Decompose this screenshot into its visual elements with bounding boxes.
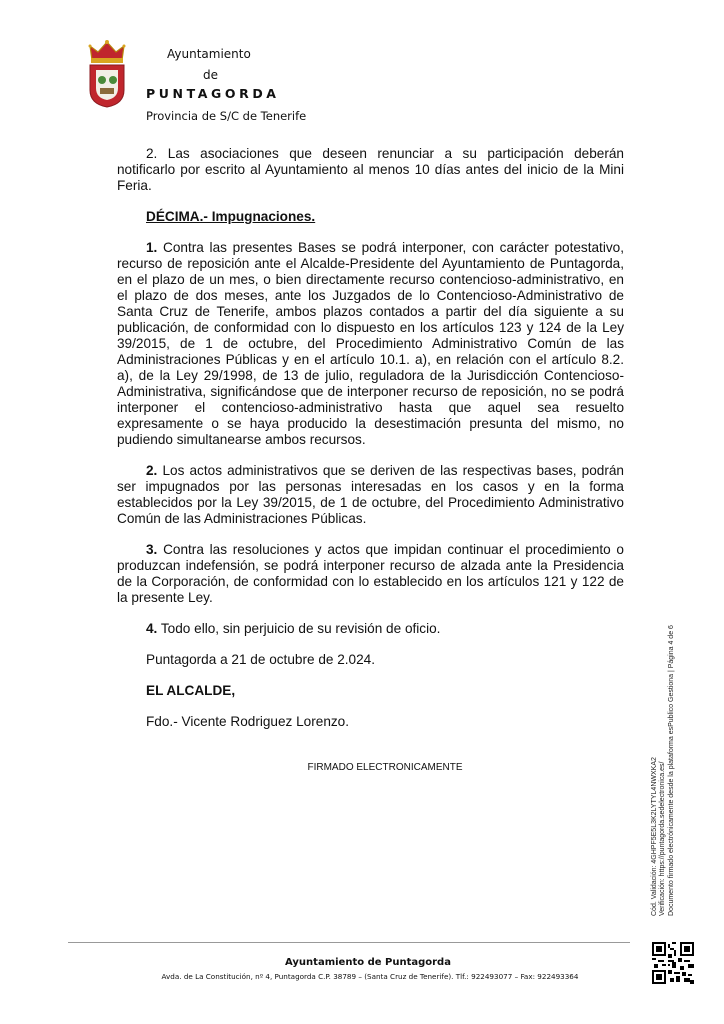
footer-address: Avda. de La Constitución, nº 4, Puntagorda C.P. 38789 – (Santa Cruz de Tenerife). Tlf.: 922493077 – Fax: 922493364 [161, 972, 579, 981]
signer-title-text: EL ALCALDE, [146, 683, 236, 698]
coat-of-arms-logo [86, 38, 128, 108]
header-municipality-name: PUNTAGORDA [146, 86, 280, 101]
signature-platform-page: Documento firmado electrónicamente desde la plataforma esPublico Gestiona | Página 4 de 6 [667, 625, 675, 916]
electronic-signature-notice: FIRMADO ELECTRONICAMENTE [307, 762, 463, 773]
paragraph-intro: 2. Las asociaciones que deseen renunciar a su participación deberán notificarlo por escrito al Ayuntamiento al menos 10 días antes del inicio de la Mini Feria. [117, 146, 624, 193]
paragraph-3-number: 3. [146, 542, 158, 557]
paragraph-2 [117, 463, 624, 527]
qr-code-icon [652, 942, 694, 984]
footer-title: Ayuntamiento de Puntagorda [285, 957, 451, 968]
place-date: Puntagorda a 21 de octubre de 2.024. [146, 652, 376, 667]
paragraph-2-number: 2. [146, 463, 158, 478]
paragraph-1 [117, 240, 624, 448]
paragraph-4-number: 4. [146, 621, 158, 636]
validation-code: Cód. Validación: 4GHPF5E5L3K2LYTYL4NWXKA2 [651, 757, 658, 916]
verification-url: Verificación: https://puntagorda.sedelectronica.es/ [659, 761, 667, 916]
signer-title [117, 683, 624, 699]
header-ayuntamiento: Ayuntamiento [167, 47, 251, 61]
heading-text: DÉCIMA.- Impugnaciones. [146, 209, 316, 224]
document-body [117, 146, 624, 745]
signer-name: Fdo.- Vicente Rodriguez Lorenzo. [146, 714, 350, 729]
section-heading [117, 209, 624, 225]
paragraph-3 [117, 542, 624, 606]
paragraph-4-text: Todo ello, sin perjuicio de su revisión de oficio. [157, 621, 441, 636]
paragraph-2-text: Los actos administrativos que se deriven de las respectivas bases, podrán ser impugnados por las personas interesadas en los casos y en la forma establecidos por la Ley 39/2015, de 1 de octubre, del Procedimiento Administrativo Común de las Administraciones Públicas. [117, 463, 624, 526]
footer-divider [68, 942, 630, 943]
header-province: Provincia de S/C de Tenerife [146, 109, 307, 123]
paragraph-1-text: Contra las presentes Bases se podrá interponer, con carácter potestativo, recurso de reposición ante el Alcalde-Presidente del Ayuntamiento de Puntagorda, en el plazo de un mes, o bien directamente recurso contencioso-administrativo, en el plazo de dos meses, ante los Juzgados de lo Contencioso-Administrativo de Santa Cruz de Tenerife, ambos plazos contados a partir del día siguiente a su publicación, de conformidad con lo dispuesto en los artículos 123 y 124 de la Ley 39/2015, de 1 de octubre, del Procedimiento Administrativo Común de las Administraciones Públicas y en el artículo 10.1. a), en relación con el artículo 8.2. a), de la Ley 29/1998, de 13 de julio, reguladora de la Jurisdicción Contencioso-Administrativa, significándose que de interponer recurso de reposición, no se podrá interponer el contencioso-administrativo hasta que aquel sea resuelto expresamente o se haya producido la desestimación presunta del mismo, no pudiendo simultanearse ambos recursos. [117, 240, 624, 447]
paragraph-1-number: 1. [146, 240, 158, 255]
validation-side-text [651, 616, 676, 916]
paragraph-3-text: Contra las resoluciones y actos que impidan continuar el procedimiento o produzcan indefensión, se podrá interponer recurso de alzada ante la Presidencia de la Corporación, de conformidad con lo establecido en los artículos 121 y 122 de la presente Ley. [117, 542, 624, 605]
paragraph-4 [117, 621, 624, 637]
header-de: de [203, 68, 218, 82]
